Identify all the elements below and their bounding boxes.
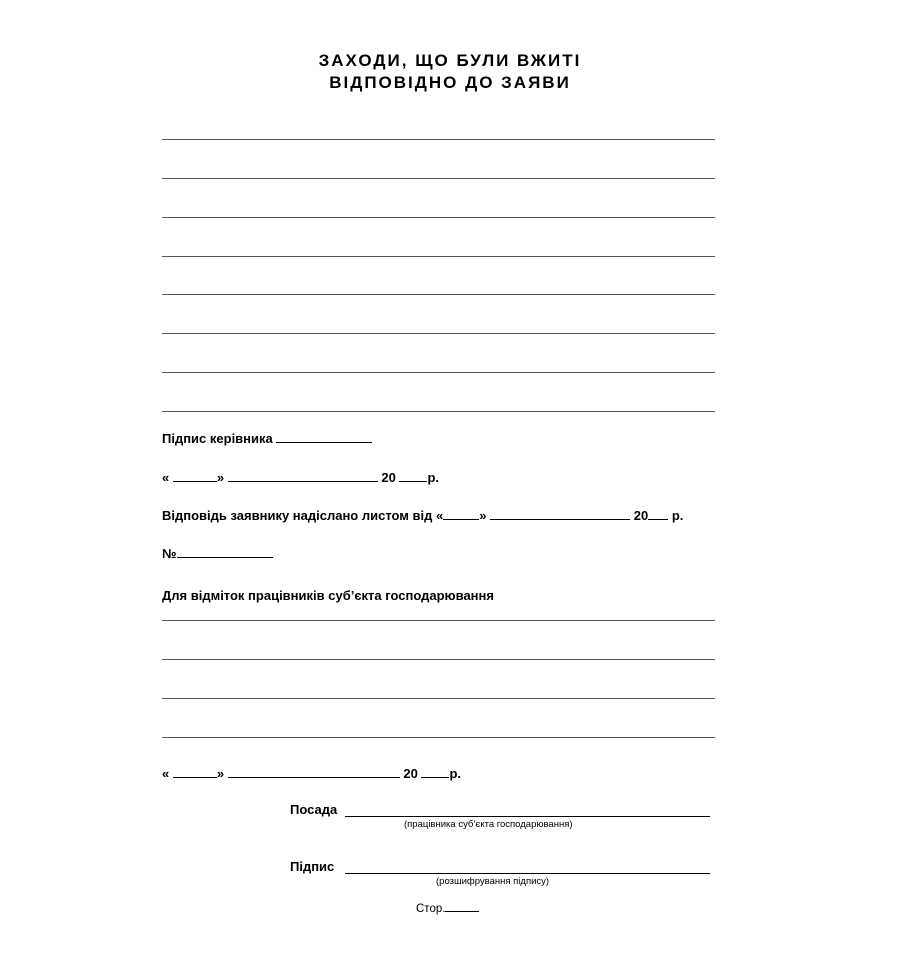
- measures-line[interactable]: [162, 294, 715, 295]
- notes-label: Для відміток працівників суб’єкта господарювання: [162, 588, 494, 603]
- measures-line[interactable]: [162, 333, 715, 334]
- signature-label: Підпис: [290, 859, 335, 874]
- reply-day-field[interactable]: [443, 507, 479, 520]
- document-title-line-2: ВІДПОВІДНО ДО ЗАЯВИ: [329, 73, 571, 92]
- notes-line[interactable]: [162, 620, 715, 621]
- page-number-field[interactable]: [445, 901, 479, 912]
- notes-line[interactable]: [162, 737, 715, 738]
- open-quote: «: [162, 470, 170, 485]
- signature-field[interactable]: [345, 873, 710, 874]
- close-quote: »: [216, 766, 225, 781]
- date-row-2: [162, 765, 461, 782]
- day-field[interactable]: [173, 469, 217, 482]
- month-field[interactable]: [228, 469, 378, 482]
- year-prefix: 20: [381, 470, 396, 485]
- page-number-row: [416, 901, 479, 915]
- position-label: Посада: [290, 802, 338, 817]
- measures-line[interactable]: [162, 139, 715, 140]
- measures-line[interactable]: [162, 256, 715, 257]
- position-field[interactable]: [345, 816, 710, 817]
- reply-row: [162, 507, 683, 524]
- close-quote: »: [216, 470, 225, 485]
- position-caption: (працівника суб’єкта господарювання): [404, 819, 573, 830]
- reply-year-field[interactable]: [648, 507, 668, 520]
- year-field[interactable]: [421, 765, 449, 778]
- head-signature-row: [162, 430, 372, 447]
- head-signature-label: Підпис керівника: [162, 431, 273, 446]
- date-row-1: [162, 469, 439, 486]
- year-field[interactable]: [399, 469, 427, 482]
- measures-line[interactable]: [162, 411, 715, 412]
- year-suffix: р.: [671, 508, 684, 523]
- day-field[interactable]: [173, 765, 217, 778]
- document-title-line-1: ЗАХОДИ, ЩО БУЛИ ВЖИТІ: [318, 51, 582, 70]
- number-label: №: [162, 546, 177, 561]
- page-label: Стор.: [416, 903, 446, 915]
- reply-month-field[interactable]: [490, 507, 630, 520]
- notes-line[interactable]: [162, 698, 715, 699]
- measures-line[interactable]: [162, 372, 715, 373]
- number-field[interactable]: [177, 545, 273, 558]
- signature-caption: (розшифрування підпису): [436, 876, 550, 887]
- notes-line[interactable]: [162, 659, 715, 660]
- number-row: [162, 545, 273, 562]
- measures-line[interactable]: [162, 217, 715, 218]
- close-quote: »: [479, 508, 487, 523]
- head-signature-field[interactable]: [276, 430, 372, 443]
- year-prefix: 20: [403, 766, 418, 781]
- year-suffix: р.: [449, 766, 461, 781]
- year-suffix: р.: [427, 470, 439, 485]
- month-field[interactable]: [228, 765, 400, 778]
- reply-label: Відповідь заявнику надіслано листом від «: [162, 508, 444, 523]
- measures-line[interactable]: [162, 178, 715, 179]
- open-quote: «: [162, 766, 170, 781]
- year-prefix: 20: [633, 508, 649, 523]
